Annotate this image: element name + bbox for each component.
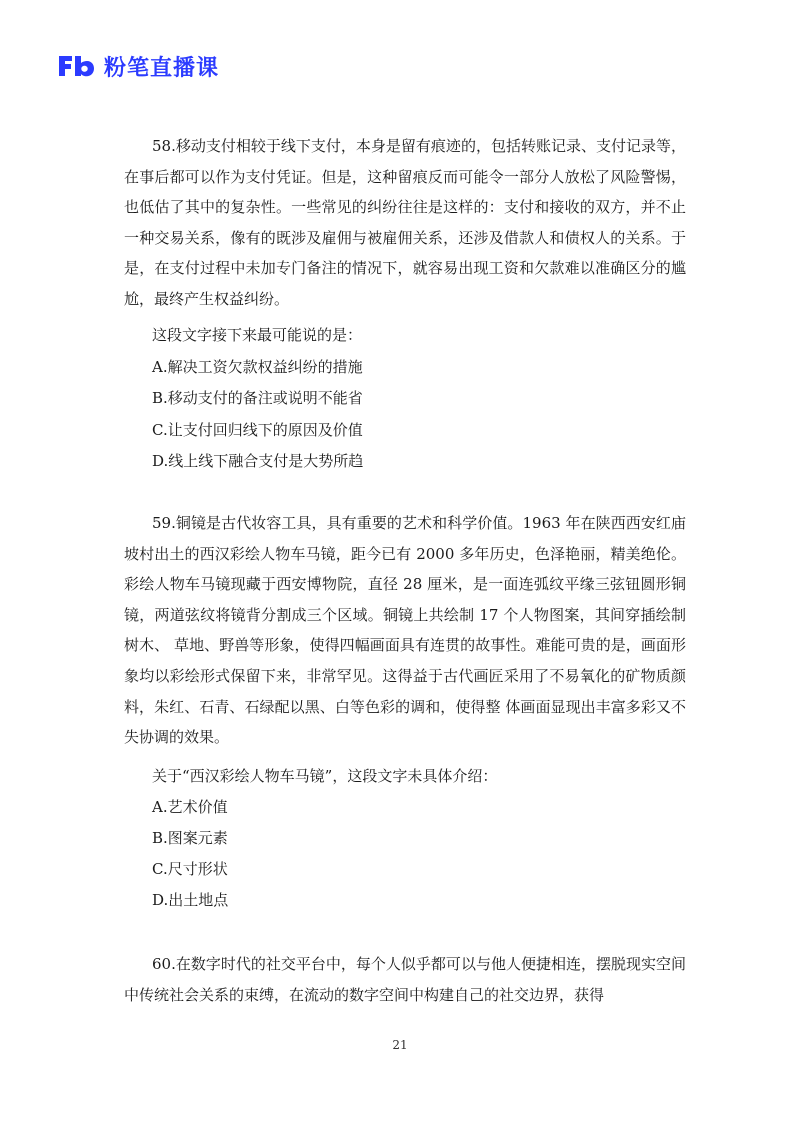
page-number: 21 — [392, 1038, 408, 1052]
question-58-option-c: C.让支付回归线下的原因及价值 — [152, 421, 363, 439]
header — [56, 50, 219, 82]
question-59-option-a: A.艺术价值 — [152, 798, 228, 816]
question-59-option-c: C.尺寸形状 — [152, 860, 228, 878]
question-58-option-b: B.移动支付的备注或说明不能省 — [152, 389, 363, 407]
question-58-stem: 58.移动支付相较于线下支付，本身是留有痕迹的，包括转账记录、支付记录等，在事后都可以作为支付凭证。但是，这种留痕反而可能令一部分人放松了风险警惕，也低估了其中的复杂性。一些常见的纠纷往往是这样的：支付和接收的双方，并不止一种交易关系，像有的既涉及雇佣与被雇佣关系，还涉及借款人和债权人的关系。于是，在支付过程中未加专门备注的情况下，就容易出现工资和欠款难以准确区分的尴尬，最终产生权益纠纷。 — [124, 137, 686, 308]
question-58-option-a: A.解决工资欠款权益纠纷的措施 — [152, 358, 363, 376]
fenbi-logo-icon — [56, 52, 96, 80]
question-59-option-d: D.出土地点 — [152, 891, 229, 909]
question-58-option-d: D.线上线下融合支付是大势所趋 — [152, 452, 364, 470]
question-59-stem: 59.铜镜是古代妆容工具，具有重要的艺术和科学价值。1963 年在陕西西安红庙坡村出土的西汉彩绘人物车马镜，距今已有 2000 多年历史，色泽艳丽，精美绝伦。彩绘人物车马镜现藏于西安博物院，直径 28 厘米，是一面连弧纹平缘三弦钮圆形铜镜，两道弦纹将镜背分割成三个区域。铜镜上共绘制 17 个人物图案，其间穿插绘制树木、 草地、野兽等形象，使得四幅画面具有连贯的故事性。难能可贵的是，画面形象均以彩绘形式保留下来，非常罕见。这得益于古代画匠采用了不易氧化的矿物质颜料，朱红、石青、石绿配以黑、白等色彩的调和，使得整 体画面显现出丰富多彩又不失协调的效果。 — [124, 514, 686, 747]
brand-name: 粉笔直播课 — [104, 55, 220, 81]
question-58-prompt: 这段文字接下来最可能说的是： — [152, 326, 363, 344]
question-59-option-b: B.图案元素 — [152, 829, 228, 847]
question-59-prompt: 关于“西汉彩绘人物车马镜”，这段文字未具体介绍： — [152, 767, 498, 785]
question-60-stem: 60.在数字时代的社交平台中，每个人似乎都可以与他人便捷相连，摆脱现实空间中传统社会关系的束缚，在流动的数字空间中构建自己的社交边界，获得 — [124, 955, 686, 1004]
